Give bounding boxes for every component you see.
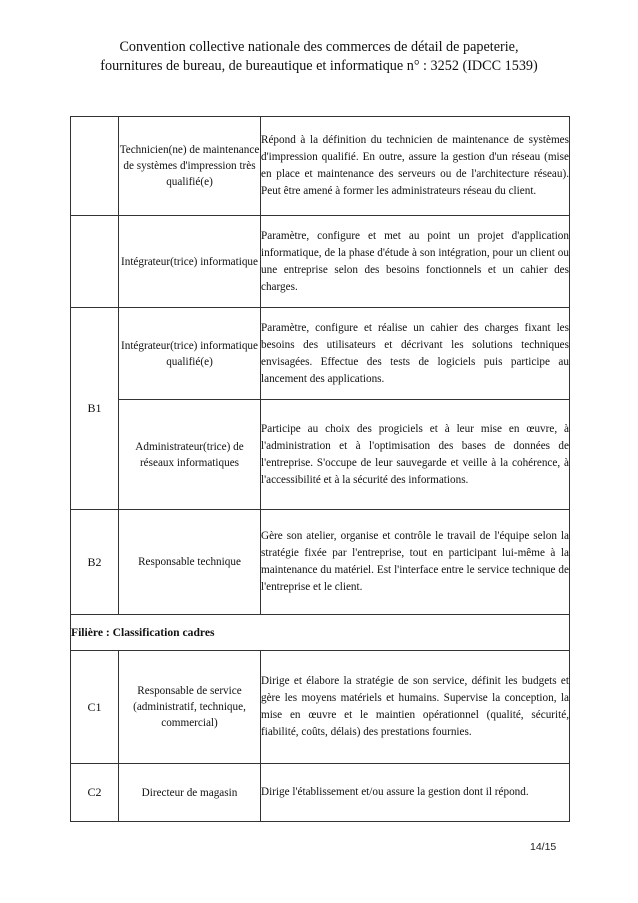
job-title-cell: Intégrateur(trice) informatique qualifié(e) <box>119 308 261 400</box>
job-description-cell: Paramètre, configure et réalise un cahier des charges fixant les besoins des utilisateurs et décrivant les solutions techniques envisagées. Effectue des tests de logiciels puis participe au lancement des applications. <box>261 308 570 400</box>
level-cell <box>71 216 119 308</box>
level-cell: B1 <box>71 308 119 510</box>
classification-table <box>70 116 570 822</box>
job-description-cell: Dirige l'établissement et/ou assure la gestion dont il répond. <box>261 764 570 822</box>
table-row <box>71 308 570 400</box>
level-cell: C2 <box>71 764 119 822</box>
section-row <box>71 615 570 651</box>
job-description-cell: Paramètre, configure et met au point un projet d'application informatique, de la phase d'étude à son intégration, pour un client ou une entreprise selon des besoins fonctionnels et un cahier des charges. <box>261 216 570 308</box>
job-title-cell: Technicien(ne) de maintenance de systèmes d'impression très qualifié(e) <box>119 117 261 216</box>
table-row <box>71 510 570 615</box>
table-row <box>71 764 570 822</box>
page-number: 14/15 <box>530 841 557 853</box>
header-line-2: fournitures de bureau, de bureautique et informatique n° : 3252 (IDCC 1539) <box>100 58 538 74</box>
table-row <box>71 400 570 510</box>
document-header <box>0 38 638 76</box>
table-row <box>71 216 570 308</box>
table-row <box>71 651 570 764</box>
job-title-cell: Responsable de service (administratif, technique, commercial) <box>119 651 261 764</box>
job-description-cell: Répond à la définition du technicien de maintenance de systèmes d'impression qualifié. En outre, assure la gestion d'un réseau (mise en place et maintenance des serveurs ou de l'architecture réseau). Peut être amené à former les administrateurs réseau du client. <box>261 117 570 216</box>
job-title-cell: Intégrateur(trice) informatique <box>119 216 261 308</box>
level-cell: B2 <box>71 510 119 615</box>
header-line-1: Convention collective nationale des commerces de détail de papeterie, <box>119 39 519 55</box>
level-cell: C1 <box>71 651 119 764</box>
level-cell <box>71 117 119 216</box>
job-title-cell: Directeur de magasin <box>119 764 261 822</box>
job-title-cell: Responsable technique <box>119 510 261 615</box>
job-title-cell: Administrateur(trice) de réseaux informatiques <box>119 400 261 510</box>
job-description-cell: Participe au choix des progiciels et à leur mise en œuvre, à l'administration et à l'optimisation des bases de données de l'entreprise. S'occupe de leur sauvegarde et veille à la cohérence, à l'accessibilité et à la sécurité des informations. <box>261 400 570 510</box>
table-row <box>71 117 570 216</box>
job-description-cell: Dirige et élabore la stratégie de son service, définit les budgets et gère les moyens matériels et humains. Supervise la conception, la mise en œuvre et le maintien opérationnel (qualité, sécurité, fiabilité, coûts, délais) des prestations fournies. <box>261 651 570 764</box>
section-heading: Filière : Classification cadres <box>71 615 570 651</box>
job-description-cell: Gère son atelier, organise et contrôle le travail de l'équipe selon la stratégie fixée par l'entreprise, tout en participant lui-même à la maintenance du matériel. Est l'interface entre le service technique de l'entreprise et le client. <box>261 510 570 615</box>
